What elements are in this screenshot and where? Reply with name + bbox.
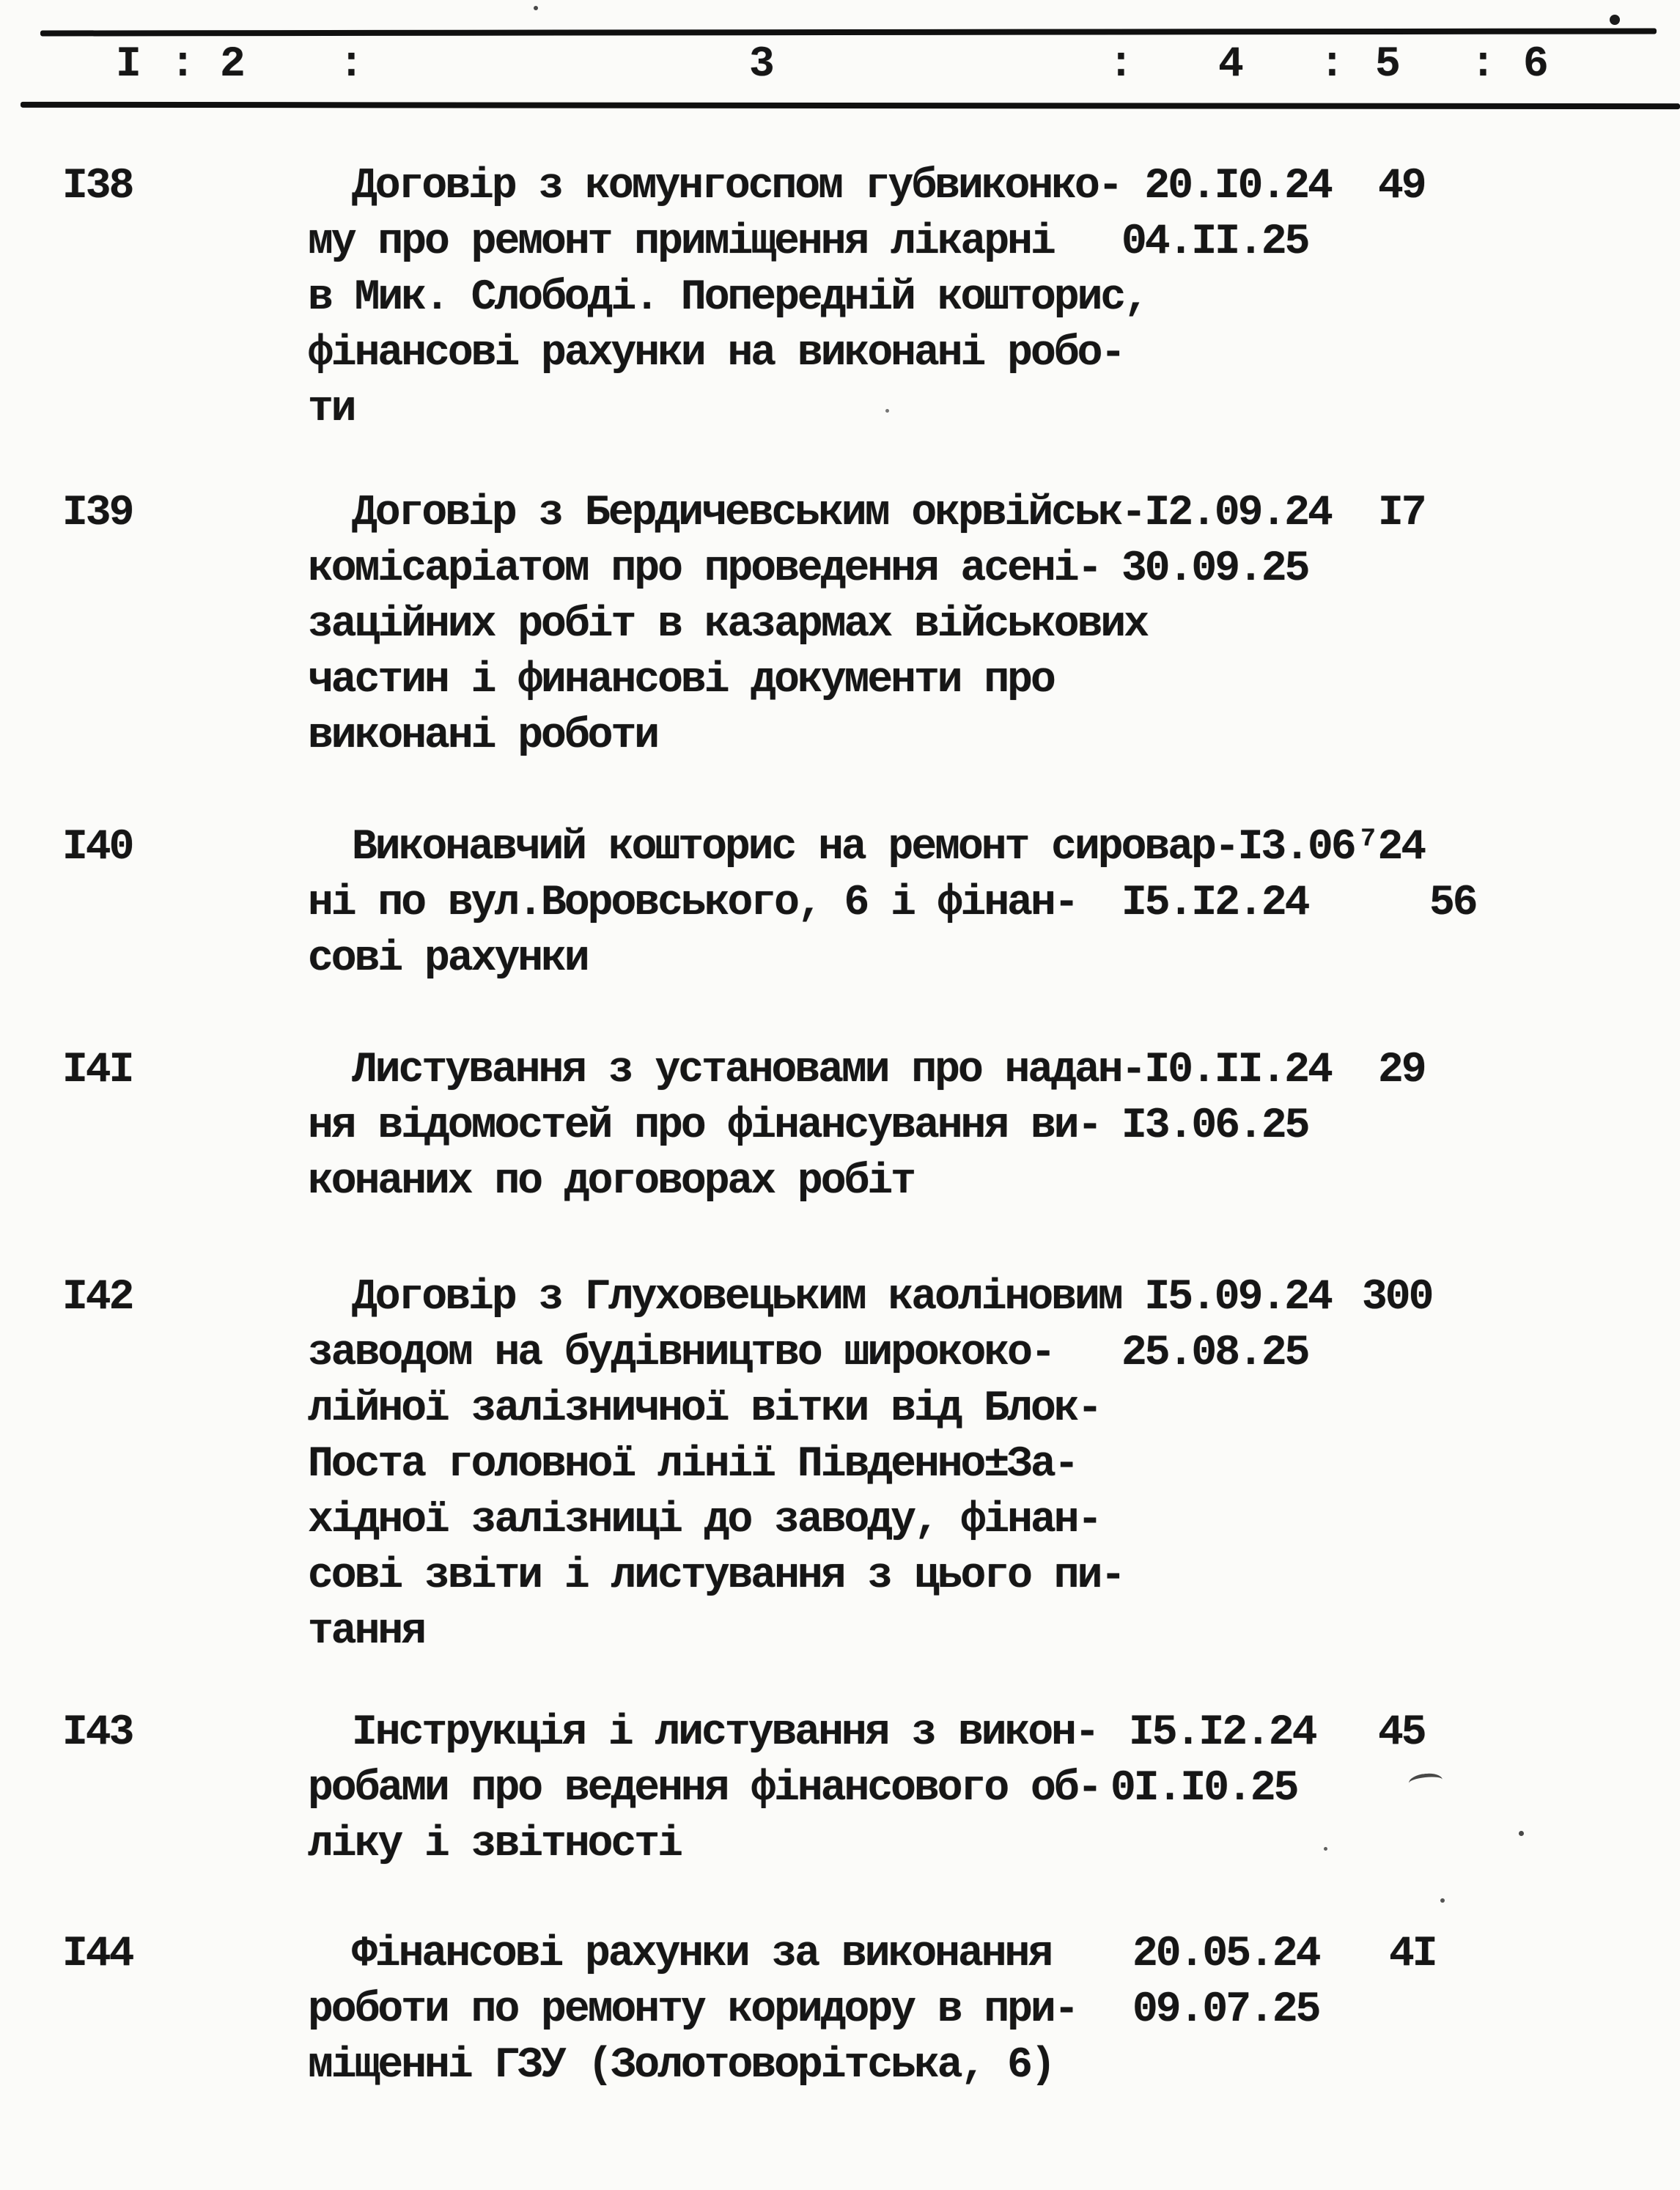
entry-number: І42 — [62, 1274, 133, 1321]
column-header-4: 4 — [1218, 41, 1242, 89]
table-row — [0, 163, 1680, 221]
entry-line — [308, 1102, 1101, 1150]
entry-line — [308, 218, 1054, 266]
column-separator: : — [1470, 41, 1494, 89]
table-row — [0, 824, 1680, 882]
scan-speck — [885, 409, 889, 413]
file-count: 45 — [1378, 1709, 1425, 1757]
entry-line — [308, 882, 1077, 925]
entry-line-text: робами про ведення фінансового об- — [308, 1765, 1101, 1813]
date-value: 20.05.24 — [1132, 1931, 1319, 1978]
entry-line — [352, 1709, 1098, 1757]
entry-line-text: лійної залізничної вітки від Блок- — [308, 1385, 1101, 1433]
entry-line-text: міщенні ГЗУ (Золотоворітська, 6) — [308, 2042, 1054, 2090]
entry-line-text: частин і финансові документи про — [308, 657, 1054, 704]
entry-line-text: ня відомостей про фінансування ви- — [308, 1102, 1101, 1150]
entry-number: І44 — [62, 1931, 133, 1978]
entry-line-text: Листування з установами про надан- — [352, 1047, 1145, 1094]
date-value: 20.І0.24 — [1144, 163, 1331, 210]
entry-line — [308, 1765, 1101, 1813]
entry-line — [308, 1441, 1077, 1489]
date-value: І5.09.24 — [1144, 1274, 1331, 1321]
table-row — [0, 1608, 1680, 1667]
table-row — [0, 1441, 1680, 1500]
entry-line-text: сові звіти і листування з цього пи- — [308, 1552, 1124, 1600]
entry-number: І4І — [62, 1047, 133, 1094]
date-value: 04.ІІ.25 — [1121, 218, 1308, 266]
entry-line-text: конаних по договорах робіт — [308, 1158, 914, 1206]
table-row — [0, 601, 1680, 660]
scan-speck — [1324, 1847, 1327, 1851]
file-count: 4І — [1389, 1931, 1436, 1978]
entry-line-text: Договір з Бердичевським окрвійськ- — [352, 490, 1145, 537]
entry-line — [308, 1385, 1101, 1433]
table-row — [0, 1709, 1680, 1768]
entry-line-text: в Мик. Слободі. Попередній кошторис, — [308, 274, 1148, 322]
table-row — [0, 218, 1680, 277]
entry-line-text: Виконавчий кошторис на ремонт сировар- — [352, 824, 1238, 871]
entry-line — [308, 1821, 681, 1868]
date-value: І2.09.24 — [1144, 490, 1331, 537]
date-value: 30.09.25 — [1121, 545, 1308, 593]
column-header-3: 3 — [749, 41, 773, 89]
entry-line-text: ти — [308, 386, 355, 433]
file-count: 29 — [1378, 1047, 1425, 1094]
entry-line-text: заційних робіт в казармах військових — [308, 601, 1148, 649]
column-separator: : — [1319, 41, 1343, 89]
entry-line — [308, 274, 1148, 322]
entry-line — [308, 657, 1054, 704]
entry-line — [308, 1158, 914, 1206]
entry-line — [308, 1332, 1054, 1375]
entry-line — [308, 935, 588, 983]
date-value: 0І.І0.25 — [1110, 1765, 1297, 1813]
table-row — [0, 1933, 1680, 1989]
scan-speck — [1519, 1831, 1524, 1836]
entry-line-text: Інструкція і листування з викон- — [352, 1709, 1098, 1757]
table-row — [0, 1552, 1680, 1611]
table-row — [0, 545, 1680, 604]
entry-line — [352, 163, 1331, 210]
file-count: 300 — [1362, 1274, 1432, 1321]
entry-line — [308, 545, 1101, 593]
date-value: І3.06⁷24 — [1237, 824, 1425, 871]
entry-line-text: тання — [308, 1608, 425, 1656]
table-row — [0, 1986, 1680, 2045]
table-row — [0, 1385, 1680, 1444]
entry-line — [352, 1047, 1331, 1094]
entry-number: І39 — [62, 490, 133, 537]
file-count: І7 — [1378, 490, 1425, 537]
table-row — [0, 1821, 1680, 1879]
table-row — [0, 935, 1680, 994]
entry-line-text: ліку і звітності — [308, 1821, 681, 1868]
date-value: І0.ІІ.24 — [1144, 1047, 1331, 1094]
table-row — [0, 2042, 1680, 2101]
entry-line — [352, 824, 1425, 871]
table-row — [0, 1158, 1680, 1217]
entry-line-text: роботи по ремонту коридору в при- — [308, 1986, 1077, 2034]
entry-line-text: Договір з комунгоспом губвиконко- — [352, 163, 1121, 210]
column-header-5: 5 — [1375, 41, 1399, 89]
entry-number: І40 — [62, 824, 133, 871]
entry-line — [352, 1274, 1331, 1321]
entry-line-text: заводом на будівництво ширококо- — [308, 1330, 1054, 1377]
entry-line-text: фінансові рахунки на виконані робо- — [308, 330, 1124, 377]
entry-line-text: Фінансові рахунки за виконання — [352, 1931, 1052, 1978]
entry-line-text: комісаріатом про проведення асені- — [308, 545, 1101, 593]
date-value: І5.І2.24 — [1121, 880, 1308, 927]
table-row — [0, 1497, 1680, 1555]
file-count: 56 — [1429, 880, 1476, 927]
table-top-rule — [40, 28, 1657, 36]
entry-line-text: хідної залізниці до заводу, фінан- — [308, 1497, 1101, 1544]
date-value: 09.07.25 — [1132, 1986, 1319, 2034]
scan-speck — [1440, 1898, 1445, 1903]
table-row — [0, 657, 1680, 715]
entry-line — [308, 601, 1148, 649]
file-count: 49 — [1378, 163, 1425, 210]
entry-line — [308, 330, 1124, 377]
table-row — [0, 274, 1680, 333]
entry-line — [352, 1933, 1051, 1976]
entry-line — [352, 490, 1331, 537]
column-separator: : — [339, 41, 362, 89]
entry-line-text: Поста головної лінії Південно±За- — [308, 1441, 1077, 1489]
entry-line — [308, 1552, 1124, 1600]
table-row — [0, 1274, 1680, 1332]
column-header-1: І — [116, 41, 139, 89]
date-value: І3.06.25 — [1121, 1102, 1308, 1150]
entry-line — [308, 1608, 425, 1656]
entry-line-text: виконані роботи — [308, 712, 658, 760]
column-header-6: 6 — [1523, 41, 1547, 89]
table-row — [0, 330, 1680, 388]
entry-line-text: Договір з Глуховецьким каоліновим — [352, 1274, 1121, 1321]
entry-line — [308, 1497, 1101, 1544]
table-row — [0, 1332, 1680, 1388]
entry-number: І43 — [62, 1709, 133, 1757]
entry-line — [308, 388, 355, 431]
table-row — [0, 882, 1680, 938]
table-row — [0, 1102, 1680, 1161]
column-separator: : — [170, 41, 194, 89]
entry-line — [308, 1986, 1077, 2034]
entry-line-text: сові рахунки — [308, 935, 588, 983]
entry-line — [308, 712, 658, 760]
table-row — [0, 490, 1680, 548]
table-header-rule — [21, 102, 1680, 109]
date-value: І5.І2.24 — [1129, 1709, 1316, 1757]
table-row — [0, 712, 1680, 771]
entry-line — [308, 2042, 1054, 2090]
scan-speck — [1610, 15, 1620, 25]
date-value: 25.08.25 — [1121, 1330, 1308, 1377]
column-separator: : — [1108, 41, 1132, 89]
table-row — [0, 1047, 1680, 1105]
table-row — [0, 388, 1680, 444]
entry-line-text: му про ремонт приміщення лікарні — [308, 218, 1054, 266]
column-header-2: 2 — [220, 41, 243, 89]
entry-number: І38 — [62, 163, 133, 210]
scan-speck — [534, 6, 538, 10]
entry-line-text: ні по вул.Воровського, 6 і фінан- — [308, 880, 1077, 927]
